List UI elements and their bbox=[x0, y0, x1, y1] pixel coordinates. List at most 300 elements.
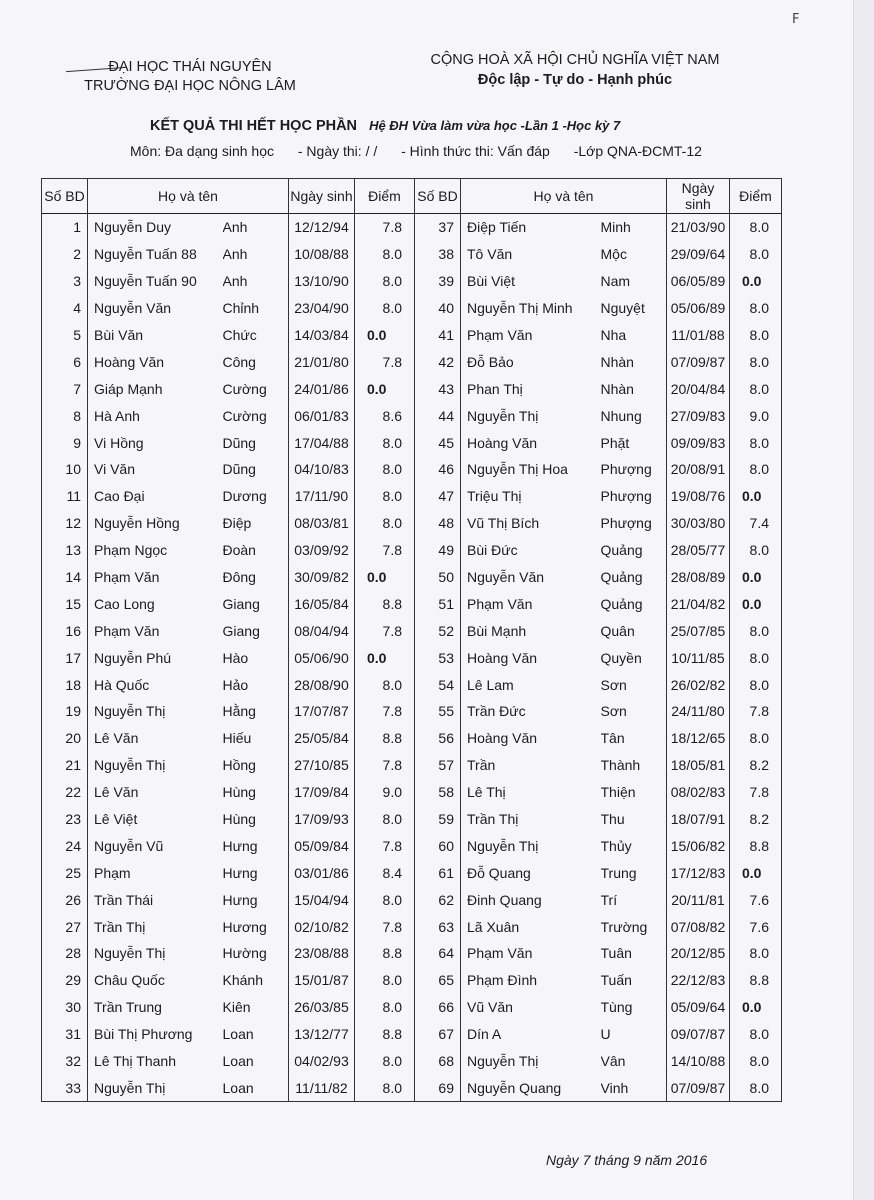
score: 9.0 bbox=[355, 779, 415, 806]
last-name: Nguyễn Tuấn 88 bbox=[88, 241, 223, 268]
student-number: 6 bbox=[42, 348, 88, 375]
first-name: Cường bbox=[223, 375, 289, 402]
results-table bbox=[41, 178, 782, 1102]
first-name: Hiếu bbox=[223, 725, 289, 752]
last-name: Hoàng Văn bbox=[461, 725, 601, 752]
student-number: 30 bbox=[42, 994, 88, 1021]
first-name: Phặt bbox=[601, 429, 667, 456]
col-header-sbd-right: Số BD bbox=[415, 179, 461, 214]
score: 0.0 bbox=[355, 564, 415, 591]
birth-date: 17/07/87 bbox=[289, 698, 355, 725]
birth-date: 08/02/83 bbox=[667, 779, 730, 806]
last-name: Lê Việt bbox=[88, 806, 223, 833]
score: 7.6 bbox=[730, 913, 782, 940]
last-name: Hoàng Văn bbox=[461, 644, 601, 671]
student-number: 47 bbox=[415, 483, 461, 510]
col-header-dob-right: Ngày sinh bbox=[667, 179, 730, 214]
birth-date: 20/08/91 bbox=[667, 456, 730, 483]
student-number: 28 bbox=[42, 940, 88, 967]
first-name: Cường bbox=[223, 402, 289, 429]
student-number: 22 bbox=[42, 779, 88, 806]
score: 8.0 bbox=[355, 1048, 415, 1075]
signing-date: Ngày 7 tháng 9 năm 2016 bbox=[546, 1152, 708, 1168]
birth-date: 06/01/83 bbox=[289, 402, 355, 429]
student-number: 58 bbox=[415, 779, 461, 806]
table-row bbox=[42, 268, 782, 295]
score: 8.4 bbox=[355, 859, 415, 886]
birth-date: 07/09/87 bbox=[667, 1075, 730, 1102]
score: 8.8 bbox=[355, 1021, 415, 1048]
birth-date: 18/12/65 bbox=[667, 725, 730, 752]
birth-date: 17/04/88 bbox=[289, 429, 355, 456]
last-name: Lê Văn bbox=[88, 725, 223, 752]
first-name: Dương bbox=[223, 483, 289, 510]
birth-date: 15/04/94 bbox=[289, 886, 355, 913]
corner-mark: F bbox=[792, 12, 800, 27]
col-header-sbd-left: Số BD bbox=[42, 179, 88, 214]
first-name: Thu bbox=[601, 806, 667, 833]
student-number: 53 bbox=[415, 644, 461, 671]
birth-date: 14/03/84 bbox=[289, 322, 355, 349]
first-name: Hùng bbox=[223, 779, 289, 806]
score: 8.0 bbox=[730, 295, 782, 322]
student-number: 31 bbox=[42, 1021, 88, 1048]
last-name: Đỗ Quang bbox=[461, 859, 601, 886]
birth-date: 27/09/83 bbox=[667, 402, 730, 429]
score: 7.8 bbox=[355, 913, 415, 940]
score: 8.0 bbox=[730, 940, 782, 967]
score: 8.0 bbox=[355, 1075, 415, 1102]
first-name: Tuân bbox=[601, 940, 667, 967]
table-row bbox=[42, 644, 782, 671]
birth-date: 24/11/80 bbox=[667, 698, 730, 725]
class-text: -Lớp QNA-ĐCMT-12 bbox=[573, 143, 702, 159]
last-name: Phạm Văn bbox=[88, 564, 223, 591]
last-name: Vi Văn bbox=[88, 456, 223, 483]
last-name: Triệu Thị bbox=[461, 483, 601, 510]
last-name: Nguyễn Thị bbox=[88, 1075, 223, 1102]
birth-date: 07/08/82 bbox=[667, 913, 730, 940]
last-name: Phạm Văn bbox=[88, 617, 223, 644]
student-number: 51 bbox=[415, 590, 461, 617]
last-name: Phạm Đình bbox=[461, 967, 601, 994]
first-name: Tuấn bbox=[601, 967, 667, 994]
birth-date: 19/08/76 bbox=[667, 483, 730, 510]
student-number: 49 bbox=[415, 537, 461, 564]
last-name: Đinh Quang bbox=[461, 886, 601, 913]
birth-date: 26/02/82 bbox=[667, 671, 730, 698]
score: 8.0 bbox=[355, 967, 415, 994]
student-number: 64 bbox=[415, 940, 461, 967]
first-name: Loan bbox=[223, 1021, 289, 1048]
student-number: 2 bbox=[42, 241, 88, 268]
student-number: 37 bbox=[415, 214, 461, 241]
last-name: Phạm Văn bbox=[461, 322, 601, 349]
last-name: Nguyễn Phú bbox=[88, 644, 223, 671]
birth-date: 04/10/83 bbox=[289, 456, 355, 483]
first-name: Thiện bbox=[601, 779, 667, 806]
score: 0.0 bbox=[730, 483, 782, 510]
score: 7.8 bbox=[355, 537, 415, 564]
last-name: Trần Đức bbox=[461, 698, 601, 725]
birth-date: 12/12/94 bbox=[289, 214, 355, 241]
institution-header bbox=[80, 58, 300, 96]
last-name: Nguyễn Tuấn 90 bbox=[88, 268, 223, 295]
last-name: Hoàng Văn bbox=[88, 348, 223, 375]
student-number: 11 bbox=[42, 483, 88, 510]
student-number: 20 bbox=[42, 725, 88, 752]
student-number: 21 bbox=[42, 752, 88, 779]
birth-date: 03/09/92 bbox=[289, 537, 355, 564]
last-name: Vũ Thị Bích bbox=[461, 510, 601, 537]
score: 7.8 bbox=[355, 698, 415, 725]
first-name: Hưng bbox=[223, 886, 289, 913]
first-name: Trường bbox=[601, 913, 667, 940]
first-name: Sơn bbox=[601, 671, 667, 698]
birth-date: 23/08/88 bbox=[289, 940, 355, 967]
table-row bbox=[42, 375, 782, 402]
last-name: Nguyễn Văn bbox=[88, 295, 223, 322]
score: 8.8 bbox=[730, 832, 782, 859]
birth-date: 28/05/77 bbox=[667, 537, 730, 564]
last-name: Giáp Mạnh bbox=[88, 375, 223, 402]
birth-date: 30/09/82 bbox=[289, 564, 355, 591]
birth-date: 29/09/64 bbox=[667, 241, 730, 268]
first-name: Đoàn bbox=[223, 537, 289, 564]
score: 0.0 bbox=[730, 590, 782, 617]
first-name: Quảng bbox=[601, 564, 667, 591]
score: 7.6 bbox=[730, 886, 782, 913]
first-name: Hương bbox=[223, 913, 289, 940]
first-name: Chỉnh bbox=[223, 295, 289, 322]
first-name: Anh bbox=[223, 268, 289, 295]
first-name: Kiên bbox=[223, 994, 289, 1021]
score: 8.0 bbox=[730, 644, 782, 671]
score: 8.0 bbox=[730, 1021, 782, 1048]
score: 8.6 bbox=[355, 402, 415, 429]
table-row bbox=[42, 832, 782, 859]
first-name: Hưng bbox=[223, 832, 289, 859]
student-number: 57 bbox=[415, 752, 461, 779]
student-number: 9 bbox=[42, 429, 88, 456]
last-name: Lê Thị bbox=[461, 779, 601, 806]
table-row bbox=[42, 698, 782, 725]
last-name: Bùi Đức bbox=[461, 537, 601, 564]
student-number: 69 bbox=[415, 1075, 461, 1102]
first-name: Anh bbox=[223, 241, 289, 268]
score: 8.0 bbox=[355, 994, 415, 1021]
exam-date-text: - Ngày thi: / / bbox=[297, 143, 378, 159]
birth-date: 17/09/84 bbox=[289, 779, 355, 806]
birth-date: 27/10/85 bbox=[289, 752, 355, 779]
first-name: Nha bbox=[601, 322, 667, 349]
first-name: Loan bbox=[223, 1075, 289, 1102]
birth-date: 04/02/93 bbox=[289, 1048, 355, 1075]
birth-date: 08/03/81 bbox=[289, 510, 355, 537]
student-number: 50 bbox=[415, 564, 461, 591]
birth-date: 21/04/82 bbox=[667, 590, 730, 617]
score: 8.0 bbox=[355, 510, 415, 537]
first-name: Đông bbox=[223, 564, 289, 591]
birth-date: 23/04/90 bbox=[289, 295, 355, 322]
first-name: Chức bbox=[223, 322, 289, 349]
table-row bbox=[42, 456, 782, 483]
first-name: Vân bbox=[601, 1048, 667, 1075]
score: 0.0 bbox=[730, 268, 782, 295]
first-name: Nhung bbox=[601, 402, 667, 429]
student-number: 44 bbox=[415, 402, 461, 429]
student-number: 16 bbox=[42, 617, 88, 644]
score: 7.8 bbox=[355, 348, 415, 375]
score: 0.0 bbox=[730, 859, 782, 886]
score: 8.8 bbox=[730, 967, 782, 994]
score: 7.8 bbox=[355, 752, 415, 779]
table-row bbox=[42, 295, 782, 322]
score: 0.0 bbox=[355, 644, 415, 671]
first-name: Hưng bbox=[223, 859, 289, 886]
score: 8.0 bbox=[730, 1075, 782, 1102]
table-row bbox=[42, 886, 782, 913]
score: 7.8 bbox=[355, 214, 415, 241]
last-name: Nguyễn Quang bbox=[461, 1075, 601, 1102]
student-number: 40 bbox=[415, 295, 461, 322]
student-number: 32 bbox=[42, 1048, 88, 1075]
first-name: Hồng bbox=[223, 752, 289, 779]
table-row bbox=[42, 806, 782, 833]
last-name: Trần Thị bbox=[461, 806, 601, 833]
table-row bbox=[42, 429, 782, 456]
birth-date: 21/03/90 bbox=[667, 214, 730, 241]
first-name: Quân bbox=[601, 617, 667, 644]
first-name: Hảo bbox=[223, 671, 289, 698]
last-name: Cao Đại bbox=[88, 483, 223, 510]
score: 7.8 bbox=[355, 832, 415, 859]
birth-date: 11/01/88 bbox=[667, 322, 730, 349]
last-name: Phan Thị bbox=[461, 375, 601, 402]
table-row bbox=[42, 510, 782, 537]
score: 8.0 bbox=[730, 429, 782, 456]
birth-date: 17/12/83 bbox=[667, 859, 730, 886]
col-header-dob-left: Ngày sinh bbox=[289, 179, 355, 214]
student-number: 52 bbox=[415, 617, 461, 644]
student-number: 60 bbox=[415, 832, 461, 859]
birth-date: 10/11/85 bbox=[667, 644, 730, 671]
score: 8.0 bbox=[730, 671, 782, 698]
last-name: Phạm bbox=[88, 859, 223, 886]
table-row bbox=[42, 590, 782, 617]
student-number: 8 bbox=[42, 402, 88, 429]
table-row bbox=[42, 752, 782, 779]
student-number: 25 bbox=[42, 859, 88, 886]
title-main: KẾT QUẢ THI HẾT HỌC PHẦN bbox=[150, 118, 358, 134]
first-name: Sơn bbox=[601, 698, 667, 725]
table-row bbox=[42, 859, 782, 886]
score: 8.0 bbox=[730, 725, 782, 752]
birth-date: 11/11/82 bbox=[289, 1075, 355, 1102]
birth-date: 06/05/89 bbox=[667, 268, 730, 295]
birth-date: 25/05/84 bbox=[289, 725, 355, 752]
student-number: 43 bbox=[415, 375, 461, 402]
last-name: Nguyễn Vũ bbox=[88, 832, 223, 859]
school-name: TRƯỜNG ĐẠI HỌC NÔNG LÂM bbox=[84, 78, 296, 94]
birth-date: 28/08/90 bbox=[289, 671, 355, 698]
first-name: Trung bbox=[601, 859, 667, 886]
first-name: U bbox=[601, 1021, 667, 1048]
last-name: Vũ Văn bbox=[461, 994, 601, 1021]
student-number: 48 bbox=[415, 510, 461, 537]
student-number: 38 bbox=[415, 241, 461, 268]
first-name: Loan bbox=[223, 1048, 289, 1075]
birth-date: 21/01/80 bbox=[289, 348, 355, 375]
table-row bbox=[42, 725, 782, 752]
student-number: 65 bbox=[415, 967, 461, 994]
birth-date: 22/12/83 bbox=[667, 967, 730, 994]
national-motto: Độc lập - Tự do - Hạnh phúc bbox=[477, 72, 673, 88]
score: 8.0 bbox=[355, 886, 415, 913]
university-name: ĐẠI HỌC THÁI NGUYÊN bbox=[108, 59, 272, 75]
table-row bbox=[42, 940, 782, 967]
col-header-score-right: Điểm bbox=[730, 179, 782, 214]
first-name: Anh bbox=[223, 214, 289, 241]
table-row bbox=[42, 779, 782, 806]
birth-date: 17/11/90 bbox=[289, 483, 355, 510]
student-number: 17 bbox=[42, 644, 88, 671]
first-name: Mộc bbox=[601, 241, 667, 268]
student-number: 1 bbox=[42, 214, 88, 241]
score: 8.0 bbox=[730, 214, 782, 241]
score: 7.8 bbox=[355, 617, 415, 644]
birth-date: 13/10/90 bbox=[289, 268, 355, 295]
table-row bbox=[42, 214, 782, 241]
student-number: 29 bbox=[42, 967, 88, 994]
last-name: Bùi Việt bbox=[461, 268, 601, 295]
last-name: Nguyễn Thị bbox=[461, 832, 601, 859]
table-row bbox=[42, 322, 782, 349]
student-number: 3 bbox=[42, 268, 88, 295]
birth-date: 30/03/80 bbox=[667, 510, 730, 537]
student-number: 24 bbox=[42, 832, 88, 859]
last-name: Trần Thái bbox=[88, 886, 223, 913]
birth-date: 25/07/85 bbox=[667, 617, 730, 644]
table-row bbox=[42, 537, 782, 564]
last-name: Nguyễn Thị Hoa bbox=[461, 456, 601, 483]
score: 9.0 bbox=[730, 402, 782, 429]
birth-date: 20/11/81 bbox=[667, 886, 730, 913]
student-number: 27 bbox=[42, 913, 88, 940]
score: 8.0 bbox=[355, 429, 415, 456]
last-name: Cao Long bbox=[88, 590, 223, 617]
last-name: Lê Văn bbox=[88, 779, 223, 806]
birth-date: 14/10/88 bbox=[667, 1048, 730, 1075]
first-name: Dũng bbox=[223, 429, 289, 456]
student-number: 19 bbox=[42, 698, 88, 725]
first-name: Vinh bbox=[601, 1075, 667, 1102]
last-name: Châu Quốc bbox=[88, 967, 223, 994]
table-body bbox=[42, 214, 782, 1102]
student-number: 67 bbox=[415, 1021, 461, 1048]
student-number: 4 bbox=[42, 295, 88, 322]
last-name: Điệp Tiến bbox=[461, 214, 601, 241]
last-name: Hà Anh bbox=[88, 402, 223, 429]
table-row bbox=[42, 1075, 782, 1102]
score: 0.0 bbox=[355, 322, 415, 349]
first-name: Phượng bbox=[601, 456, 667, 483]
birth-date: 05/09/64 bbox=[667, 994, 730, 1021]
last-name: Nguyễn Thị bbox=[461, 402, 601, 429]
table-row bbox=[42, 564, 782, 591]
first-name: Phượng bbox=[601, 483, 667, 510]
table-row bbox=[42, 913, 782, 940]
score: 8.0 bbox=[730, 375, 782, 402]
student-number: 68 bbox=[415, 1048, 461, 1075]
birth-date: 24/01/86 bbox=[289, 375, 355, 402]
birth-date: 09/09/83 bbox=[667, 429, 730, 456]
birth-date: 15/06/82 bbox=[667, 832, 730, 859]
score: 8.0 bbox=[730, 456, 782, 483]
student-number: 62 bbox=[415, 886, 461, 913]
score: 8.0 bbox=[730, 537, 782, 564]
student-number: 26 bbox=[42, 886, 88, 913]
student-number: 54 bbox=[415, 671, 461, 698]
student-number: 13 bbox=[42, 537, 88, 564]
student-number: 12 bbox=[42, 510, 88, 537]
birth-date: 05/06/89 bbox=[667, 295, 730, 322]
score: 8.8 bbox=[355, 725, 415, 752]
table-row bbox=[42, 241, 782, 268]
student-number: 61 bbox=[415, 859, 461, 886]
last-name: Nguyễn Hồng bbox=[88, 510, 223, 537]
first-name: Hùng bbox=[223, 806, 289, 833]
first-name: Hằng bbox=[223, 698, 289, 725]
birth-date: 18/07/91 bbox=[667, 806, 730, 833]
student-number: 55 bbox=[415, 698, 461, 725]
score: 8.0 bbox=[355, 483, 415, 510]
first-name: Nhàn bbox=[601, 348, 667, 375]
last-name: Bùi Văn bbox=[88, 322, 223, 349]
birth-date: 08/04/94 bbox=[289, 617, 355, 644]
score: 8.0 bbox=[730, 1048, 782, 1075]
first-name: Trí bbox=[601, 886, 667, 913]
student-number: 15 bbox=[42, 590, 88, 617]
birth-date: 10/08/88 bbox=[289, 241, 355, 268]
birth-date: 16/05/84 bbox=[289, 590, 355, 617]
subject-text: Môn: Đa dạng sinh học bbox=[130, 143, 274, 159]
country-name: CỘNG HOÀ XÃ HỘI CHỦ NGHĨA VIỆT NAM bbox=[430, 52, 720, 68]
birth-date: 26/03/85 bbox=[289, 994, 355, 1021]
first-name: Giang bbox=[223, 590, 289, 617]
score: 8.0 bbox=[355, 295, 415, 322]
score: 8.0 bbox=[355, 806, 415, 833]
birth-date: 18/05/81 bbox=[667, 752, 730, 779]
table-row bbox=[42, 402, 782, 429]
col-header-name-right: Họ và tên bbox=[461, 179, 667, 214]
student-number: 63 bbox=[415, 913, 461, 940]
score: 8.0 bbox=[730, 322, 782, 349]
first-name: Hường bbox=[223, 940, 289, 967]
table-row bbox=[42, 1021, 782, 1048]
last-name: Nguyễn Văn bbox=[461, 564, 601, 591]
birth-date: 05/06/90 bbox=[289, 644, 355, 671]
student-number: 14 bbox=[42, 564, 88, 591]
last-name: Phạm Văn bbox=[461, 940, 601, 967]
first-name: Quảng bbox=[601, 537, 667, 564]
first-name: Khánh bbox=[223, 967, 289, 994]
score: 8.2 bbox=[730, 806, 782, 833]
birth-date: 02/10/82 bbox=[289, 913, 355, 940]
birth-date: 13/12/77 bbox=[289, 1021, 355, 1048]
title-system: Hệ ĐH Vừa làm vừa học -Lần 1 -Học kỳ 7 bbox=[369, 118, 621, 133]
last-name: Lê Thị Thanh bbox=[88, 1048, 223, 1075]
